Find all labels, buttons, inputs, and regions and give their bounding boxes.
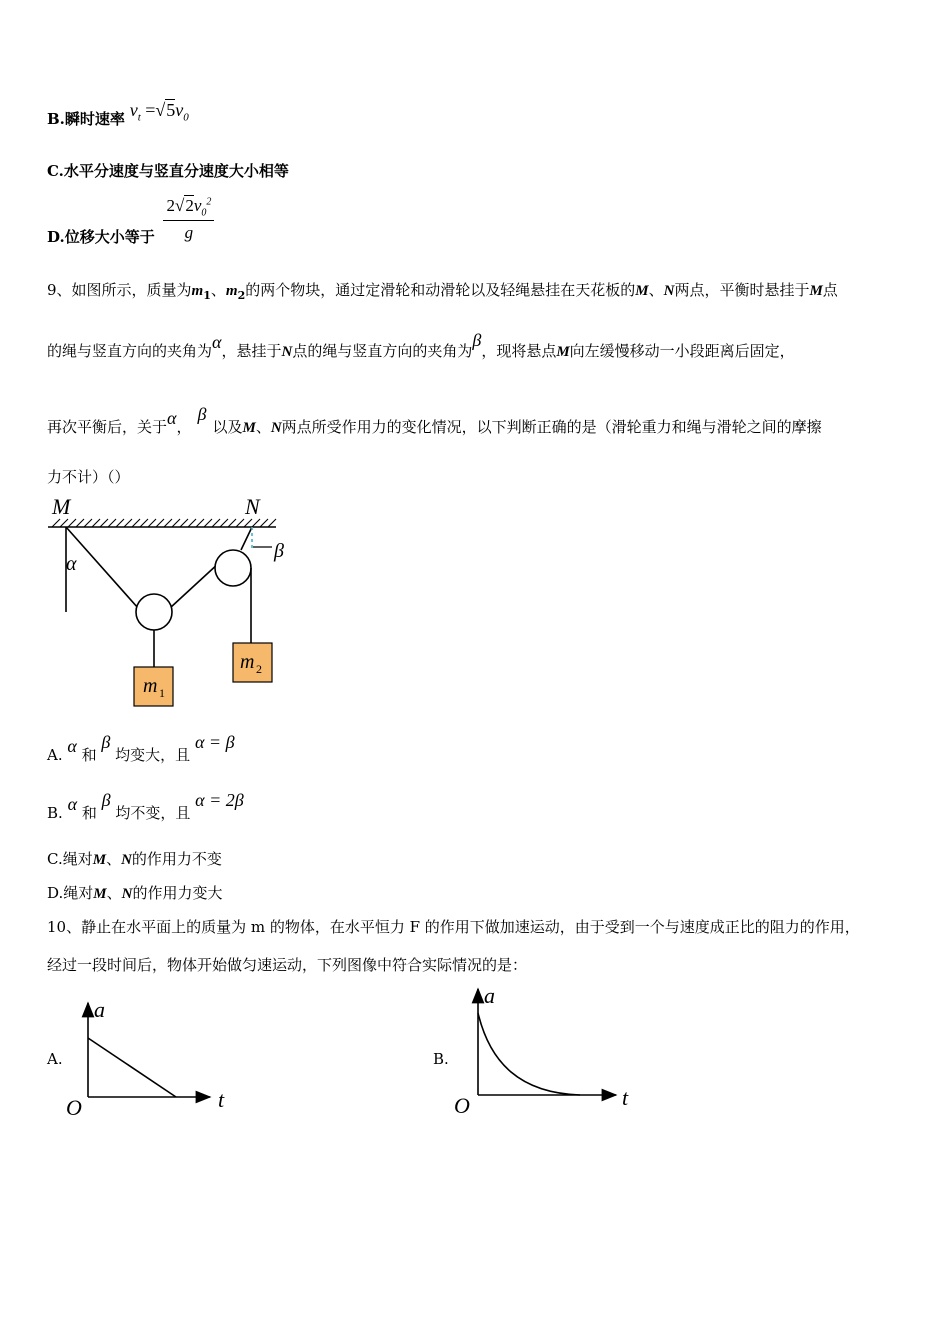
hatch-mark	[236, 519, 244, 527]
q9-line-4: 力不计）（）	[47, 468, 130, 486]
hatch-mark	[164, 519, 172, 527]
q9-line-1: 9、如图所示，质量为$m_1$、$m_2$的两个物块，通过定滑轮和动滑轮以及轻绳悬挂在天花板的M、N两点，平衡时悬挂于M点	[47, 281, 838, 302]
hatch-mark	[100, 519, 108, 527]
hatch-mark	[252, 519, 260, 527]
hatch-mark	[116, 519, 124, 527]
rope-left	[66, 527, 138, 608]
label-m1: m	[143, 675, 158, 697]
graph-a-line	[88, 1038, 176, 1097]
graph-b-origin: O	[454, 1093, 470, 1118]
q8-option-b	[47, 100, 189, 132]
hatch-mark	[188, 519, 196, 527]
hatch-mark	[68, 519, 76, 527]
q8-option-c: C.水平分速度与竖直分速度大小相等	[47, 162, 289, 180]
hatch-mark	[132, 519, 140, 527]
hatch-mark	[180, 519, 188, 527]
label-m2: m	[240, 651, 255, 673]
ceiling-hatch	[52, 519, 276, 527]
hatch-mark	[156, 519, 164, 527]
hatch-mark	[60, 519, 68, 527]
graph-a	[60, 995, 240, 1120]
movable-pulley	[136, 594, 172, 630]
rope-middle	[170, 562, 220, 608]
fixed-pulley	[215, 550, 251, 586]
label-m2-sub: 2	[256, 662, 262, 676]
label-alpha: α	[66, 553, 77, 575]
graph-b-y-label: a	[484, 983, 495, 1008]
hatch-mark	[84, 519, 92, 527]
q10-line-1: 10、静止在水平面上的质量为 m 的物体，在水平恒力 F 的作用下做加速运动，由于受到一个与速度成正比的阻力的作用，	[47, 918, 860, 936]
q8-option-d-fraction: $\frac{2√2v_0^2}{g}$	[163, 196, 214, 243]
hatch-mark	[244, 519, 252, 527]
label-M: M	[52, 494, 71, 519]
graph-b-x-label: t	[622, 1085, 629, 1110]
q9-option-a[interactable]: A. α 和 β 均变大，且 α = β	[47, 732, 235, 764]
q9-option-c[interactable]: C.绳对M、N的作用力不变	[47, 850, 222, 868]
q8-option-b-label: B.瞬时速率	[47, 110, 125, 128]
hatch-mark	[52, 519, 60, 527]
label-beta: β	[274, 540, 284, 562]
hatch-mark	[124, 519, 132, 527]
graph-a-x-label: t	[218, 1087, 225, 1112]
graph-a-y-label: a	[94, 997, 105, 1022]
hatch-mark	[220, 519, 228, 527]
label-N: N	[245, 494, 260, 519]
q10-line-2: 经过一段时间后，物体开始做匀速运动，下列图像中符合实际情况的是：	[47, 956, 528, 974]
hatch-mark	[140, 519, 148, 527]
q9-line-3: 再次平衡后，关于α，β以及M、N两点所受作用力的变化情况，以下判断正确的是（滑轮重力和绳与滑轮之间的摩擦	[47, 404, 822, 436]
q8-option-d-label: D.位移大小等于	[47, 227, 155, 246]
pulley-figure	[40, 490, 310, 715]
rope-top-right	[241, 527, 252, 550]
graph-b-curve	[478, 1013, 580, 1095]
label-m1-sub: 1	[159, 686, 165, 700]
hatch-mark	[76, 519, 84, 527]
hatch-mark	[108, 519, 116, 527]
hatch-mark	[268, 519, 276, 527]
q9-line-2: 的绳与竖直方向的夹角为α，悬挂于N点的绳与竖直方向的夹角为β，现将悬点M向左缓慢移动一小段距离后固定，	[47, 330, 795, 360]
hatch-mark	[92, 519, 100, 527]
hatch-mark	[196, 519, 204, 527]
graph-b	[450, 983, 640, 1123]
hatch-mark	[212, 519, 220, 527]
q10-option-b-label[interactable]: B.	[433, 1050, 449, 1068]
hatch-mark	[172, 519, 180, 527]
q8-option-b-formula: $v_t =√5v_0$	[129, 100, 189, 124]
q8-option-d	[47, 196, 214, 246]
q9-option-b[interactable]: B. α 和 β 均不变，且 α = 2β	[47, 790, 244, 822]
q10-option-a-label[interactable]: A.	[47, 1050, 63, 1068]
graph-a-origin: O	[66, 1095, 82, 1120]
hatch-mark	[148, 519, 156, 527]
hatch-mark	[204, 519, 212, 527]
q9-option-d[interactable]: D.绳对M、N的作用力变大	[47, 884, 223, 902]
hatch-mark	[228, 519, 236, 527]
hatch-mark	[260, 519, 268, 527]
